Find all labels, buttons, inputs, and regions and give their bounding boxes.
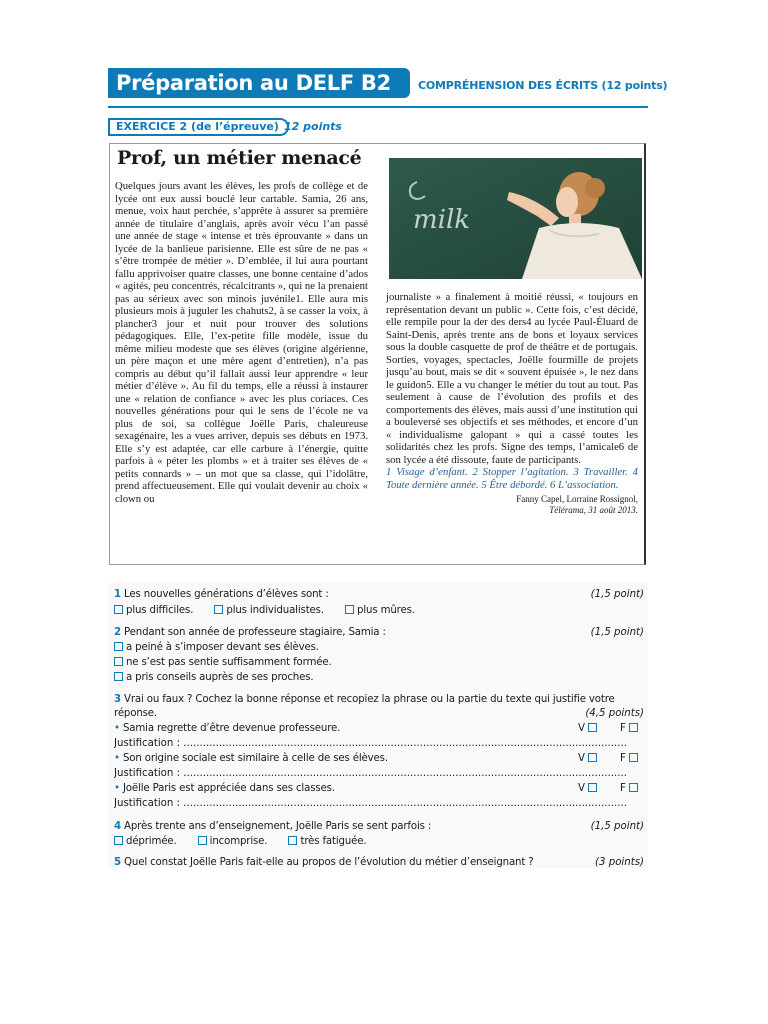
question-4-number: 4 bbox=[114, 821, 121, 832]
checkbox[interactable] bbox=[345, 605, 354, 614]
q4-option-1-label: déprimée. bbox=[126, 836, 177, 847]
question-5-points: (3 points) bbox=[595, 857, 644, 868]
question-5-number: 5 bbox=[114, 857, 121, 868]
exercise-label: EXERCICE 2 (de l’épreuve) bbox=[108, 118, 289, 136]
q4-option-1[interactable] bbox=[114, 836, 177, 847]
q2-option-3[interactable] bbox=[114, 672, 313, 683]
page-title: Préparation au DELF B2 bbox=[108, 68, 410, 98]
q3-s2-true[interactable] bbox=[578, 753, 600, 764]
checkbox[interactable] bbox=[114, 642, 123, 651]
q3-s3-true[interactable] bbox=[578, 783, 600, 794]
q2-option-1-label: a peiné à s’imposer devant ses élèves. bbox=[126, 642, 319, 653]
q3-statement-1-text: Samia regrette d’être devenue professeure. bbox=[122, 723, 341, 734]
q1-option-2[interactable] bbox=[214, 605, 324, 616]
q1-option-1-label: plus difficiles. bbox=[126, 605, 194, 616]
q3-statement-3: • Joëlle Paris est appréciée dans ses classes. bbox=[114, 783, 335, 794]
q3-s1-true[interactable] bbox=[578, 723, 600, 734]
question-2-text: Pendant son année de professeure stagiaire, Samia : bbox=[124, 627, 386, 638]
checkbox[interactable] bbox=[588, 723, 597, 732]
q3-statement-3-text: Joëlle Paris est appréciée dans ses classes. bbox=[122, 783, 335, 794]
q4-option-2[interactable] bbox=[198, 836, 268, 847]
question-4 bbox=[114, 821, 431, 832]
q2-option-2[interactable] bbox=[114, 657, 332, 668]
q1-option-3[interactable] bbox=[345, 605, 415, 616]
justification-label: Justification : bbox=[114, 738, 181, 749]
article-box bbox=[109, 143, 646, 565]
question-3 bbox=[114, 694, 615, 705]
header-divider bbox=[108, 106, 648, 108]
checkbox[interactable] bbox=[114, 657, 123, 666]
false-label: F bbox=[620, 783, 626, 794]
section-title: COMPRÉHENSION DES ÉCRITS (12 points) bbox=[418, 79, 668, 92]
q4-option-3[interactable] bbox=[288, 836, 366, 847]
article-footnotes: 1 Visage d’enfant. 2 Stopper l’agitation. 3 Travailler. 4 Toute dernière année. 5 Être débordé. 6 L’association. bbox=[386, 466, 638, 491]
question-1-points: (1,5 point) bbox=[590, 589, 644, 600]
question-4-text: Après trente ans d’enseignement, Joëlle Paris se sent parfois : bbox=[124, 821, 432, 832]
q3-s3-justification[interactable]: Justification : ......................................................................................................................................... bbox=[114, 798, 627, 809]
checkbox[interactable] bbox=[288, 836, 297, 845]
checkbox[interactable] bbox=[114, 672, 123, 681]
checkbox[interactable] bbox=[629, 723, 638, 732]
question-2-number: 2 bbox=[114, 627, 121, 638]
question-3-points: (4,5 points) bbox=[585, 708, 644, 719]
checkbox[interactable] bbox=[588, 783, 597, 792]
question-2-points: (1,5 point) bbox=[590, 627, 644, 638]
article-text-right: journaliste » a finalement à moitié réussi, « toujours en représentation devant un public ». Cette fois, c’est décidé, elle rempile pour la der des ders4 au lycée Paul-Éluard de Saint-Denis, après trente ans de bons et loyaux services sous la double casquette de prof de théâtre et de portugais. Sorties, voyages, spectacles, Joëlle fourmille de projets jusqu’au bout, mais se dit « souvent épuisée », le nez dans le guidon5. Elle a vu changer le métier du tout au tout. Pas seulement à cause de l’évolution des profils et des comportements des élèves, mais aussi d’une institution qui a bouleversé ses objectifs et ses méthodes, et encore d’un « individualisme galopant » qui a cassé toutes les solidarités chez les profs. Signe des temps, l’amicale6 de son lycée a été dissoute, faute de participants. bbox=[386, 291, 638, 466]
question-4-options bbox=[114, 836, 385, 847]
justification-label: Justification : bbox=[114, 798, 181, 809]
question-1 bbox=[114, 589, 329, 600]
question-1-number: 1 bbox=[114, 589, 121, 600]
question-1-text: Les nouvelles générations d’élèves sont : bbox=[124, 589, 329, 600]
article-credit-source: Télérama, 31 août 2013. bbox=[549, 505, 638, 515]
q1-option-3-label: plus mûres. bbox=[357, 605, 415, 616]
q2-option-3-label: a pris conseils auprès de ses proches. bbox=[126, 672, 314, 683]
q3-s1-false[interactable] bbox=[620, 723, 641, 734]
true-label: V bbox=[578, 753, 585, 764]
q3-statement-1: • Samia regrette d’être devenue professeure. bbox=[114, 723, 341, 734]
true-label: V bbox=[578, 783, 585, 794]
false-label: F bbox=[620, 723, 626, 734]
q3-statement-2-text: Son origine sociale est similaire à celle de ses élèves. bbox=[122, 753, 388, 764]
q3-s2-justification[interactable]: Justification : ......................................................................................................................................... bbox=[114, 768, 627, 779]
q3-s2-false[interactable] bbox=[620, 753, 641, 764]
q4-option-3-label: très fatiguée. bbox=[300, 836, 367, 847]
article-title: Prof, un métier menacé bbox=[117, 147, 362, 169]
q3-statement-2: • Son origine sociale est similaire à celle de ses élèves. bbox=[114, 753, 388, 764]
question-5-text: Quel constat Joëlle Paris fait-elle au propos de l’évolution du métier d’enseignant ? bbox=[124, 857, 534, 868]
article-left-column bbox=[115, 180, 368, 505]
teacher-photo bbox=[389, 158, 642, 279]
chalkboard-text: milk bbox=[413, 205, 471, 235]
question-5 bbox=[114, 857, 534, 868]
q4-option-2-label: incomprise. bbox=[209, 836, 268, 847]
justification-label: Justification : bbox=[114, 768, 181, 779]
q2-option-1[interactable] bbox=[114, 642, 319, 653]
question-2 bbox=[114, 627, 386, 638]
checkbox[interactable] bbox=[629, 753, 638, 762]
checkbox[interactable] bbox=[114, 605, 123, 614]
question-3-text-continued: réponse. bbox=[114, 708, 158, 719]
article-credit-authors: Fanny Capel, Lorraine Rossignol, bbox=[516, 494, 638, 504]
q1-option-1[interactable] bbox=[114, 605, 193, 616]
question-3-number: 3 bbox=[114, 694, 121, 705]
checkbox[interactable] bbox=[198, 836, 207, 845]
false-label: F bbox=[620, 753, 626, 764]
question-1-options bbox=[114, 605, 433, 616]
exercise-points: 12 points bbox=[284, 120, 342, 133]
checkbox[interactable] bbox=[588, 753, 597, 762]
question-4-points: (1,5 point) bbox=[590, 821, 644, 832]
questions-panel bbox=[108, 583, 648, 868]
checkbox[interactable] bbox=[114, 836, 123, 845]
checkbox[interactable] bbox=[214, 605, 223, 614]
article-right-column bbox=[386, 291, 638, 516]
true-label: V bbox=[578, 723, 585, 734]
q1-option-2-label: plus individualistes. bbox=[226, 605, 324, 616]
question-3-text: Vrai ou faux ? Cochez la bonne réponse et recopiez la phrase ou la partie du texte qui justifie votre bbox=[124, 694, 615, 705]
checkbox[interactable] bbox=[629, 783, 638, 792]
q2-option-2-label: ne s’est pas sentie suffisamment formée. bbox=[126, 657, 332, 668]
q3-s3-false[interactable] bbox=[620, 783, 641, 794]
article-text-left: Quelques jours avant les élèves, les profs de collège et de lycée ont eux aussi bouclé leur cartable. Samia, 26 ans, menue, voix haut perchée, s’apprête à assurer sa première année de titulaire d’anglais, après avoir vécu l’an passé une année de stage « intense et très éprouvante » dans un lycée de la banlieue parisienne. Elle est sûre de ne pas « s’être trompée de métier ». D’emblée, il lui aura pourtant fallu apprivoiser quatre classes, une bonne centaine d’ados « agités, peu concentrés, récalcitrants », qui ne la prenaient pas au sérieux avec son minois juvénile1. Elle aura mis plusieurs mois à juguler les chahuts2, à se casser la voix, à plancher3 jour et nuit pour trouver des solutions pédagogiques. Elle, l’ex-petite fille modèle, issue du même milieu modeste que ses élèves (origine algérienne, un père maçon et une mère agent d’entretien), n’a pas compris au début qu’il fallait aussi leur apprendre « leur métier d’élève ». Au fil du temps, elle a réussi à instaurer une « relation de confiance » avec les plus coriaces. Ces nouvelles générations pour qui le sens de l’école ne va plus de soi, sa collègue Joëlle Paris, chaleureuse sexagénaire, les a vues arriver, depuis ses débuts en 1973. Elle s’y est adaptée, car elle carbure à l’énergie, quitte parfois à « péter les plombs » et à traiter ses élèves de « petits connards » – un mot que sa classe, qui l’idolâtre, prend affectueusement. Elle qui voulait devenir au choix « clown ou bbox=[115, 180, 368, 505]
teacher-at-chalkboard-image bbox=[389, 158, 642, 279]
q3-s1-justification[interactable]: Justification : ......................................................................................................................................... bbox=[114, 738, 627, 749]
